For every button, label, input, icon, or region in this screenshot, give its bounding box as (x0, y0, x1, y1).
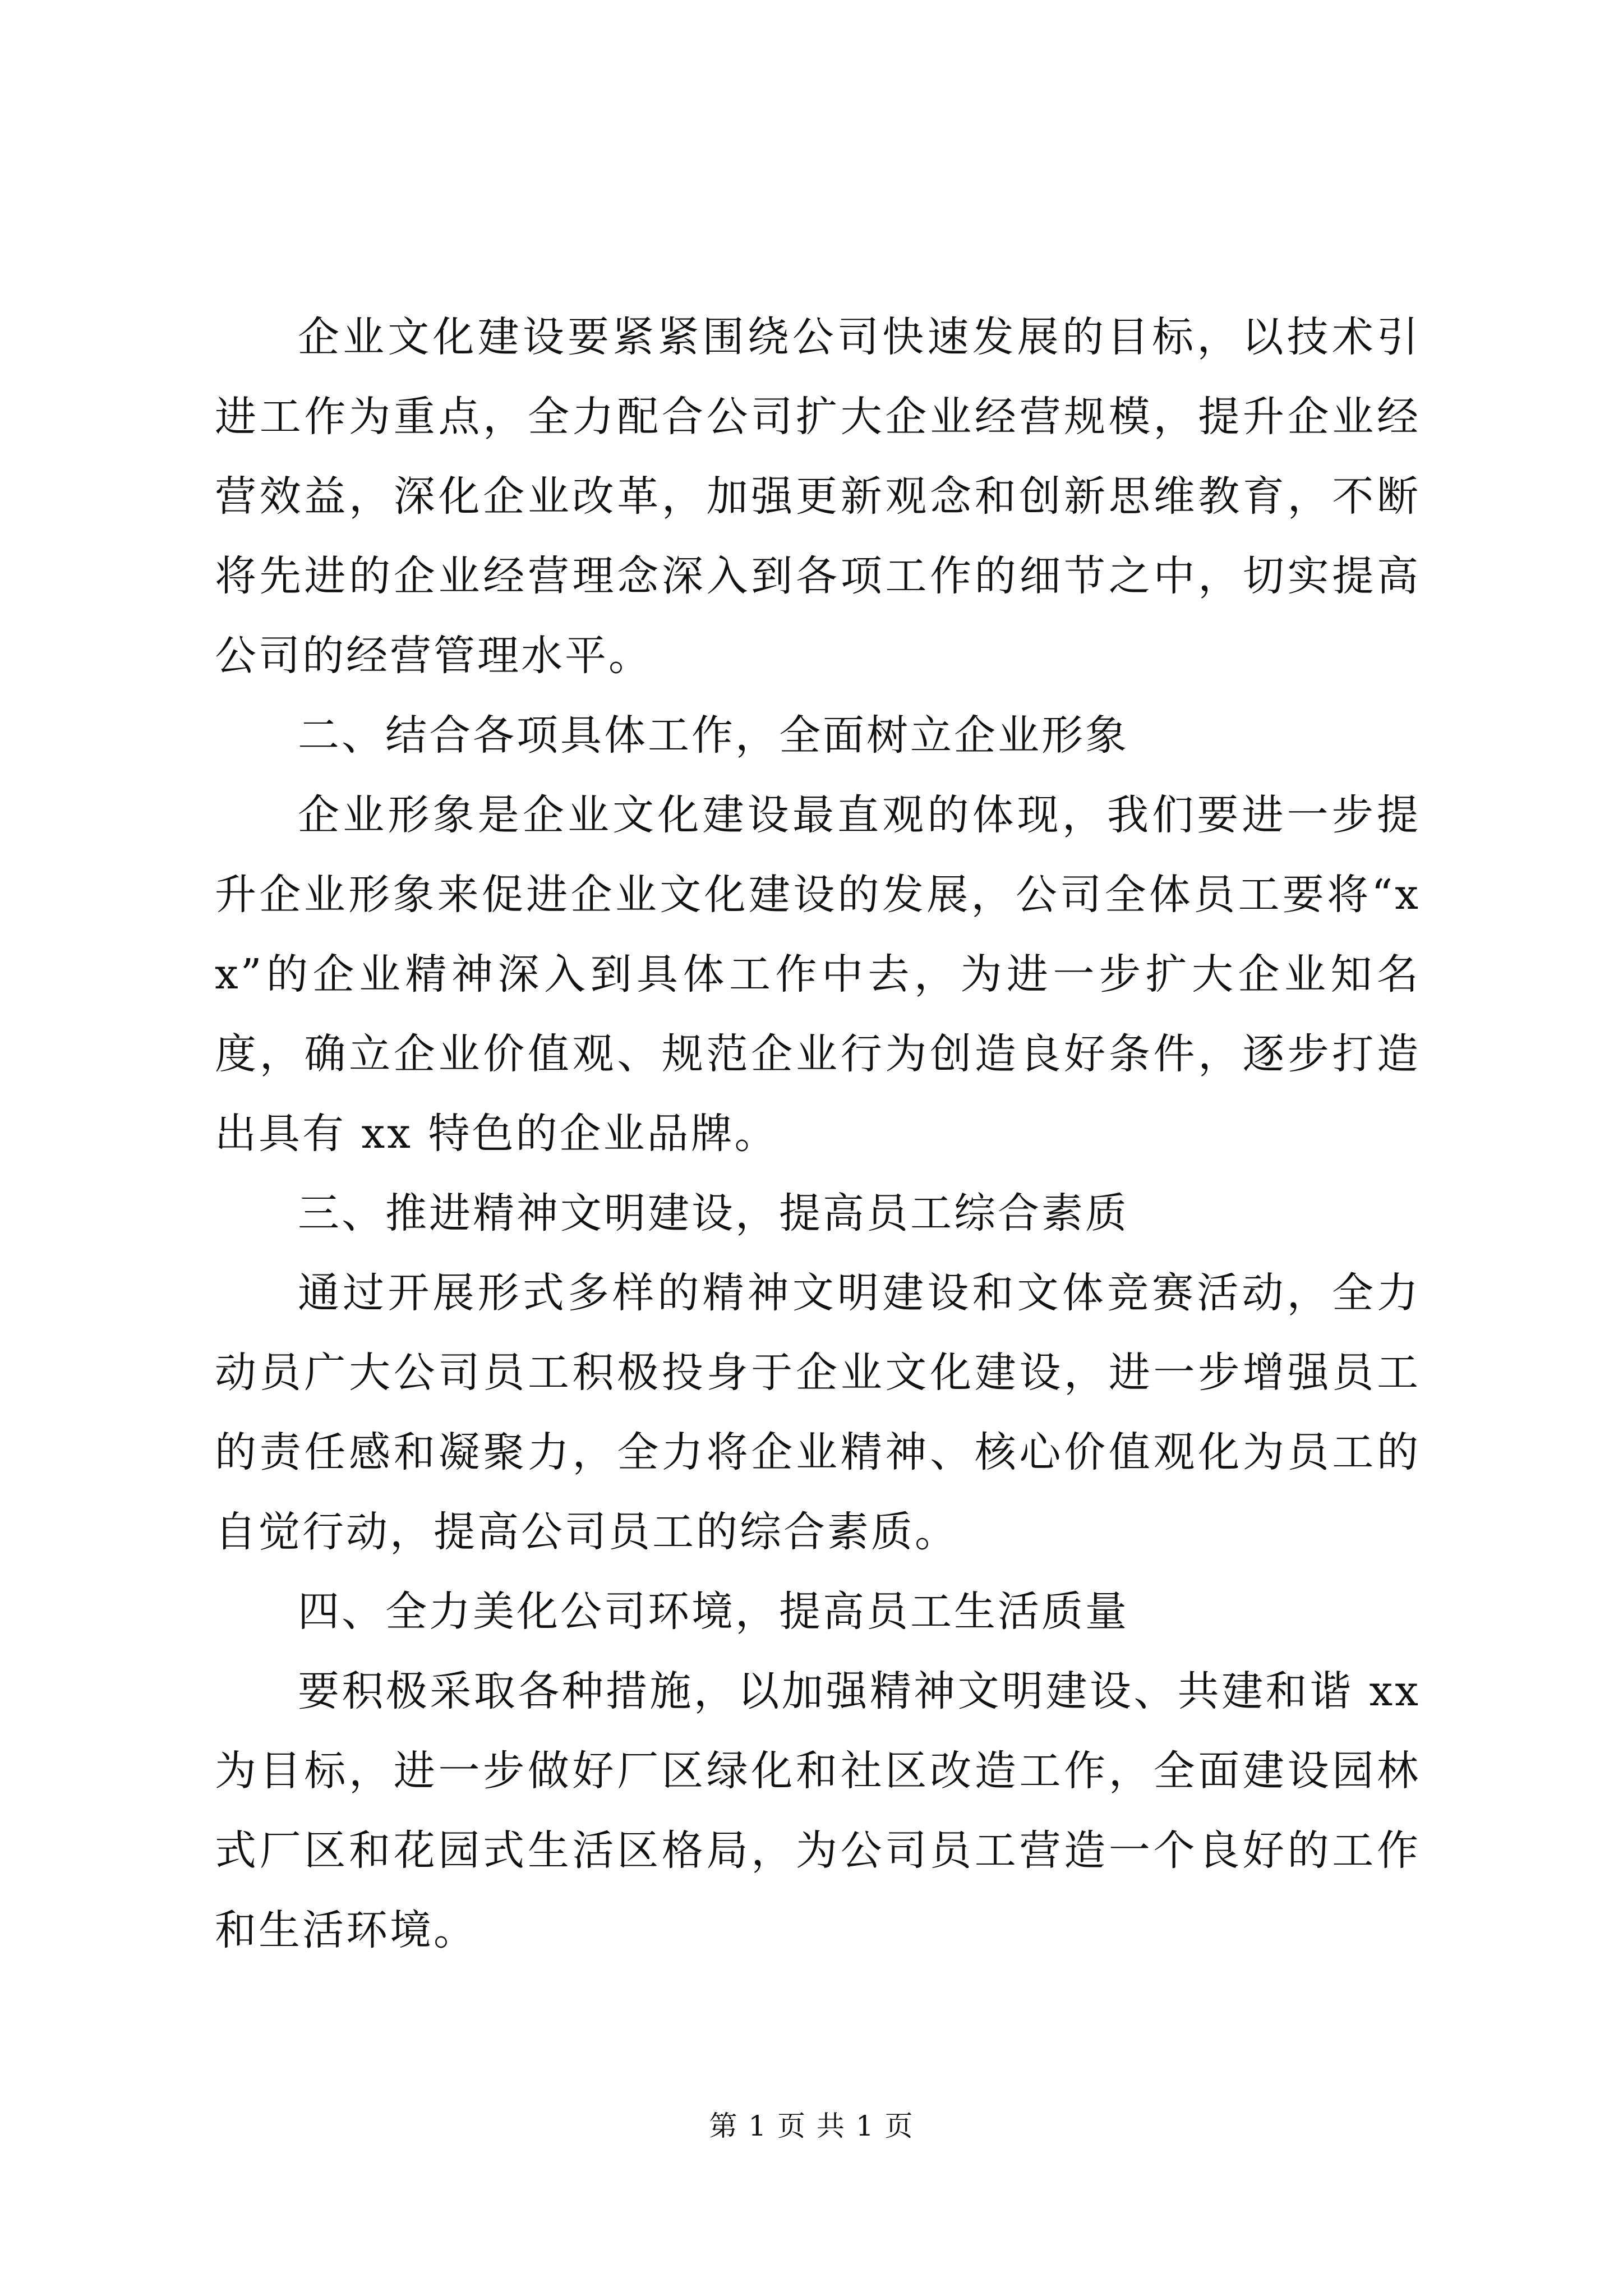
paragraph-environment: 要积极采取各种措施，以加强精神文明建设、共建和谐 xx 为目标，进一步做好厂区绿化和社区改造工作，全面建设园林式厂区和花园式生活区格局，为公司员工营造一个良好的工作和生活环境。 (215, 1667, 1421, 1954)
page-number-footer: 第 1 页 共 1 页 (709, 2110, 914, 2142)
paragraph-culture-goals: 企业文化建设要紧紧围绕公司快速发展的目标，以技术引进工作为重点，全力配合公司扩大企业经营规模，提升企业经营效益，深化企业改革，加强更新观念和创新思维教育，不断将先进的企业经营理念深入到各项工作的细节之中，切实提高公司的经营管理水平。 (215, 313, 1421, 680)
section-heading-3: 三、推进精神文明建设，提高员工综合素质 (298, 1189, 1129, 1237)
section-heading-4: 四、全力美化公司环境，提高员工生活质量 (298, 1588, 1129, 1636)
document-body (215, 297, 1421, 1970)
paragraph-corporate-image: 企业形象是企业文化建设最直观的体现，我们要进一步提升企业形象来促进企业文化建设的发展，公司全体员工要将“xx”的企业精神深入到具体工作中去，为进一步扩大企业知名度，确立企业价值观、规范企业行为创造良好条件，逐步打造出具有 xx 特色的企业品牌。 (215, 791, 1421, 1158)
paragraph-spiritual-civilization: 通过开展形式多样的精神文明建设和文体竞赛活动，全力动员广大公司员工积极投身于企业文化建设，进一步增强员工的责任感和凝聚力，全力将企业精神、核心价值观化为员工的自觉行动，提高公司员工的综合素质。 (215, 1269, 1421, 1556)
section-heading-2: 二、结合各项具体工作，全面树立企业形象 (298, 711, 1129, 760)
